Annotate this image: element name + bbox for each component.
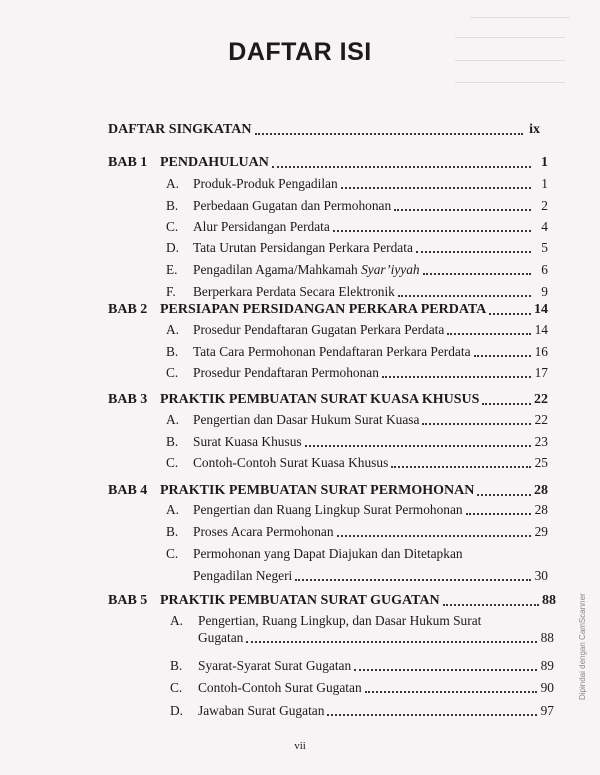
item-letter: F. (166, 284, 176, 299)
toc-entry-page: 1 (541, 155, 548, 170)
toc-entry-page: 17 (534, 365, 548, 380)
toc-entry-page: 28 (534, 483, 548, 498)
toc-item-1b[interactable] (166, 198, 548, 214)
scanner-watermark: Dipindai dengan CamScanner (578, 593, 587, 700)
item-title: Gugatan (198, 630, 244, 645)
chapter-title: PENDAHULUAN (160, 155, 269, 170)
item-title: Permohonan yang Dapat Diajukan dan Ditetapkan (193, 546, 463, 561)
dot-leader (365, 690, 537, 693)
item-title: Prosedur Pendaftaran Permohonan (193, 365, 379, 380)
chapter-title: PRAKTIK PEMBUATAN SURAT PERMOHONAN (160, 483, 475, 498)
item-letter: D. (170, 703, 184, 718)
item-title: Contoh-Contoh Surat Kuasa Khusus (193, 455, 389, 470)
chapter-title: PRAKTIK PEMBUATAN SURAT GUGATAN (160, 593, 440, 608)
item-title: Pengadilan Agama/Mahkamah (193, 262, 362, 277)
toc-item-1a[interactable] (166, 176, 548, 192)
item-letter: D. (166, 240, 180, 255)
dot-leader (341, 186, 531, 189)
dot-leader (255, 132, 523, 135)
item-title: Pengertian dan Dasar Hukum Surat Kuasa (193, 412, 420, 427)
toc-item-1c[interactable] (166, 219, 548, 235)
item-title: Proses Acara Permohonan (193, 524, 334, 539)
item-letter: A. (166, 322, 180, 337)
item-title: Produk-Produk Pengadilan (193, 176, 338, 191)
toc-entry-page: 97 (540, 703, 554, 718)
toc-entry-page: 14 (534, 322, 548, 337)
toc-entry-page: 30 (534, 568, 548, 583)
chapter-number: BAB 5 (108, 593, 148, 608)
dot-leader (422, 422, 531, 425)
chapter-number: BAB 3 (108, 392, 148, 407)
toc-item-2c[interactable] (166, 365, 548, 381)
dot-leader (327, 713, 537, 716)
item-title: Pengertian dan Ruang Lingkup Surat Permohonan (193, 502, 463, 517)
toc-entry-label: DAFTAR SINGKATAN (108, 122, 252, 137)
dot-leader (398, 294, 531, 297)
item-title: Perbedaan Gugatan dan Permohonan (193, 198, 392, 213)
toc-entry-page: 88 (540, 630, 554, 645)
dot-leader (391, 465, 531, 468)
dot-leader (295, 578, 531, 581)
toc-item-4c-line1[interactable] (166, 546, 463, 562)
toc-entry-page: 22 (534, 412, 548, 427)
toc-item-4b[interactable] (166, 524, 548, 540)
item-letter: C. (166, 546, 179, 561)
item-title: Tata Cara Permohonan Pendaftaran Perkara Perdata (193, 344, 471, 359)
toc-entry-page: 16 (534, 344, 548, 359)
item-title: Pengertian, Ruang Lingkup, dan Dasar Hukum Surat (198, 613, 482, 628)
toc-item-1f[interactable] (166, 284, 548, 300)
item-title: Contoh-Contoh Surat Gugatan (198, 680, 362, 695)
toc-item-2a[interactable] (166, 322, 548, 338)
item-title: Berperkara Perdata Secara Elektronik (193, 284, 395, 299)
dot-leader (394, 208, 531, 211)
page-title: DAFTAR ISI (228, 38, 372, 66)
toc-item-3a[interactable] (166, 412, 548, 428)
item-title: Alur Persidangan Perdata (193, 219, 330, 234)
dot-leader (246, 640, 537, 643)
item-title: Prosedur Pendaftaran Gugatan Perkara Perdata (193, 322, 445, 337)
toc-entry-page: 23 (534, 434, 548, 449)
dot-leader (447, 332, 531, 335)
dot-leader (482, 402, 531, 405)
toc-entry-page: 1 (541, 176, 548, 191)
dot-leader (416, 250, 531, 253)
toc-item-5a[interactable] (198, 630, 554, 646)
dot-leader (489, 312, 531, 315)
chapter-number: BAB 1 (108, 155, 148, 170)
toc-entry-page: 5 (541, 240, 548, 255)
item-letter: B. (166, 434, 179, 449)
toc-chapter-1[interactable] (108, 155, 548, 171)
item-letter: E. (166, 262, 178, 277)
item-letter: B. (170, 658, 183, 673)
toc-item-1d[interactable] (166, 240, 548, 256)
chapter-title: PRAKTIK PEMBUATAN SURAT KUASA KHUSUS (160, 392, 480, 407)
chapter-number: BAB 2 (108, 302, 148, 317)
toc-entry-page: 25 (534, 455, 548, 470)
item-letter: A. (166, 176, 180, 191)
toc-entry-page: 90 (540, 680, 554, 695)
dot-leader (423, 272, 531, 275)
dot-leader (333, 229, 531, 232)
toc-entry-page: 6 (541, 262, 548, 277)
toc-entry-page: 88 (542, 593, 556, 608)
item-title: Syarat-Syarat Surat Gugatan (198, 658, 352, 673)
toc-entry-page: 9 (541, 284, 548, 299)
dot-leader (466, 512, 531, 515)
item-letter: B. (166, 344, 179, 359)
item-title: Tata Urutan Persidangan Perkara Perdata (193, 240, 413, 255)
item-letter: C. (170, 680, 183, 695)
dot-leader (474, 354, 531, 357)
item-letter: A. (166, 502, 180, 517)
item-letter: B. (166, 524, 179, 539)
chapter-title: PERSIAPAN PERSIDANGAN PERKARA PERDATA (160, 302, 487, 317)
dot-leader (305, 444, 531, 447)
toc-item-1e[interactable] (166, 262, 548, 278)
toc-chapter-4[interactable] (108, 483, 548, 499)
dot-leader (477, 493, 531, 496)
item-title: Pengadilan Negeri (193, 568, 293, 583)
dot-leader (337, 534, 531, 537)
dot-leader (443, 603, 539, 606)
toc-entry-page: 29 (534, 524, 548, 539)
toc-entry-page: 14 (534, 302, 548, 317)
toc-item-2b[interactable] (166, 344, 548, 360)
item-title: Surat Kuasa Khusus (193, 434, 302, 449)
item-title: Jawaban Surat Gugatan (198, 703, 325, 718)
item-title-italic: Syar’iyyah (361, 262, 420, 277)
toc-item-5c[interactable] (170, 680, 554, 696)
toc-chapter-5[interactable] (108, 593, 556, 609)
toc-entry-page: ix (529, 122, 540, 137)
toc-chapter-2[interactable] (108, 302, 548, 318)
toc-item-4a[interactable] (166, 502, 548, 518)
toc-entry-page: 89 (540, 658, 554, 673)
chapter-number: BAB 4 (108, 483, 148, 498)
toc-item-4c[interactable] (193, 568, 548, 584)
item-letter: C. (166, 455, 179, 470)
item-letter: A. (170, 613, 184, 628)
dot-leader (382, 375, 531, 378)
toc-entry-page: 28 (534, 502, 548, 517)
toc-entry-page: 2 (541, 198, 548, 213)
toc-item-5d[interactable] (170, 703, 554, 719)
item-letter: B. (166, 198, 179, 213)
page-number: vii (294, 740, 306, 752)
toc-entry-page: 4 (541, 219, 548, 234)
item-letter: C. (166, 365, 179, 380)
item-letter: A. (166, 412, 180, 427)
toc-entry-singkatan[interactable] (108, 122, 540, 138)
toc-entry-page: 22 (534, 392, 548, 407)
toc-item-3c[interactable] (166, 455, 548, 471)
toc-item-5a-line1[interactable] (170, 613, 481, 629)
dot-leader (354, 668, 537, 671)
toc-item-3b[interactable] (166, 434, 548, 450)
toc-chapter-3[interactable] (108, 392, 548, 408)
dot-leader (272, 165, 531, 168)
item-letter: C. (166, 219, 179, 234)
toc-item-5b[interactable] (170, 658, 554, 674)
